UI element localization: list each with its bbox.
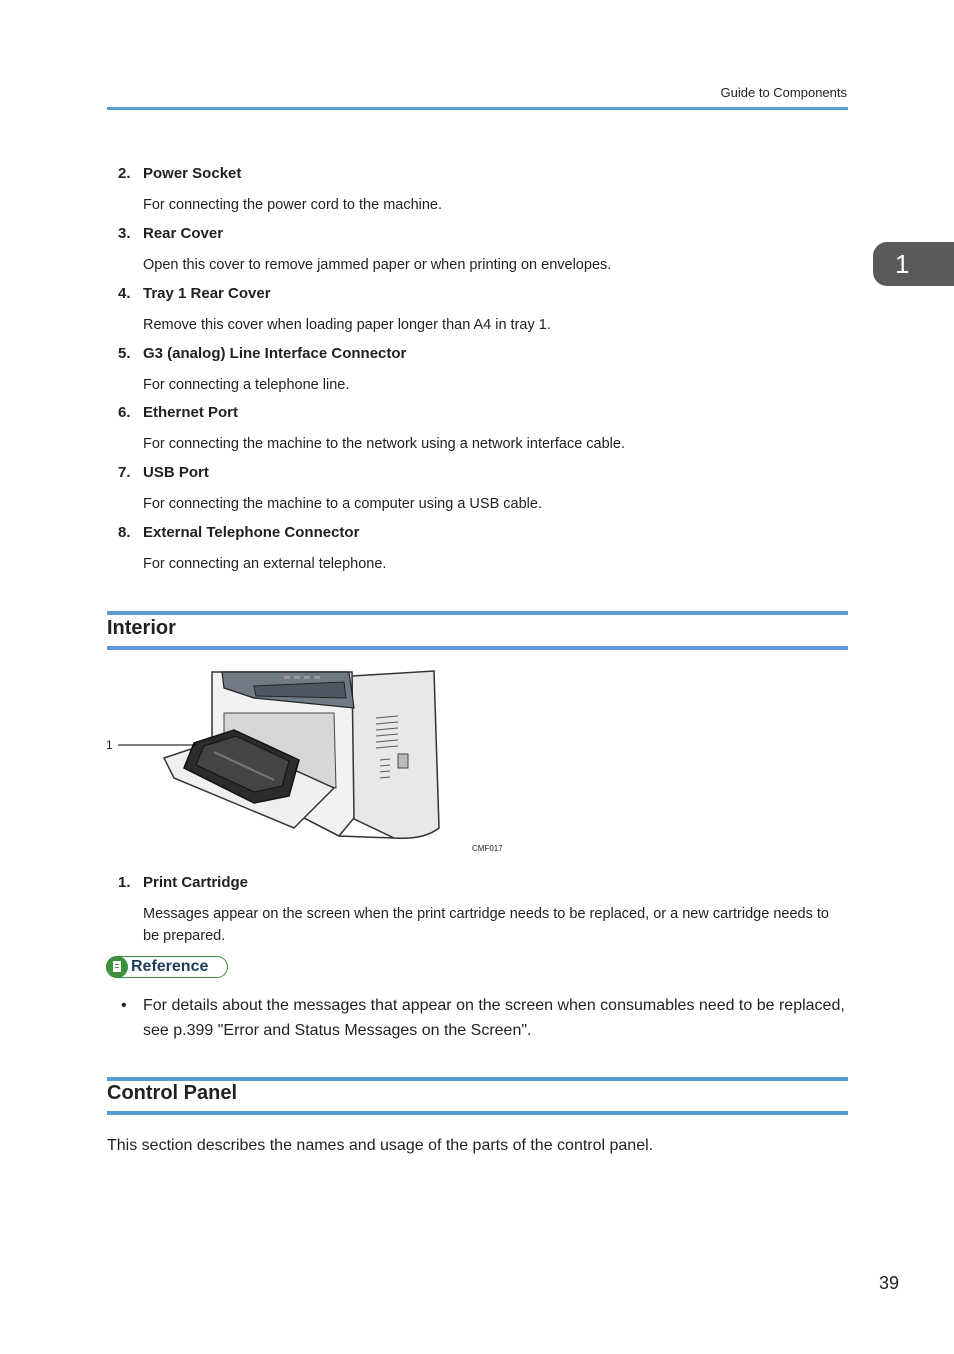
item-number: 5.	[118, 345, 131, 362]
reference-label: Reference	[131, 958, 209, 975]
reference-icon	[106, 956, 128, 978]
item-number: 1.	[118, 874, 131, 891]
item-title: USB Port	[143, 464, 209, 481]
printer-interior-illustration	[104, 668, 504, 858]
item-title: G3 (analog) Line Interface Connector	[143, 345, 407, 362]
item-title: Ethernet Port	[143, 404, 239, 421]
printer-drawing	[104, 668, 504, 858]
section-title-interior: Interior	[107, 617, 176, 639]
item-number: 2.	[118, 165, 131, 182]
item-title: Rear Cover	[143, 225, 224, 242]
reference-bullet-text: For details about the messages that appear on the screen when consumables need to be replaced, see p.399 "Error and Status Messages on the Screen".	[143, 997, 845, 1039]
header-rule	[107, 107, 848, 110]
running-header: Guide to Components	[720, 85, 847, 100]
item-number: 3.	[118, 225, 131, 242]
reference-badge	[106, 956, 228, 978]
item-title: Power Socket	[143, 165, 242, 182]
figure-code: CMF017	[472, 844, 503, 853]
item-title: Print Cartridge	[143, 874, 249, 891]
section-rule-top	[107, 1077, 848, 1081]
chapter-number: 1	[895, 249, 910, 279]
item-description: For connecting a telephone line.	[143, 377, 350, 393]
chapter-tab	[873, 242, 954, 286]
figure-callout: 1	[106, 738, 113, 752]
item-number: 7.	[118, 464, 131, 481]
item-description: Open this cover to remove jammed paper or when printing on envelopes.	[143, 257, 612, 273]
section-rule-top	[107, 611, 848, 615]
item-number: 4.	[118, 285, 131, 302]
bullet-icon: •	[121, 997, 127, 1014]
item-title: External Telephone Connector	[143, 524, 360, 541]
item-number: 6.	[118, 404, 131, 421]
page-number: 39	[878, 1273, 899, 1293]
item-description: For connecting an external telephone.	[143, 556, 387, 572]
item-description: Remove this cover when loading paper longer than A4 in tray 1.	[143, 317, 551, 333]
section-rule-bottom	[107, 1111, 848, 1115]
item-description: Messages appear on the screen when the print cartridge needs to be replaced, or a new cartridge needs to be prepared.	[143, 906, 829, 944]
section-title-control-panel: Control Panel	[107, 1082, 238, 1104]
item-title: Tray 1 Rear Cover	[143, 285, 271, 302]
item-description: For connecting the machine to a computer using a USB cable.	[143, 496, 542, 512]
item-description: For connecting the machine to the network using a network interface cable.	[143, 436, 625, 452]
section-intro: This section describes the names and usage of the parts of the control panel.	[107, 1137, 654, 1154]
item-description: For connecting the power cord to the machine.	[143, 197, 443, 213]
section-rule-bottom	[107, 646, 848, 650]
item-number: 8.	[118, 524, 131, 541]
